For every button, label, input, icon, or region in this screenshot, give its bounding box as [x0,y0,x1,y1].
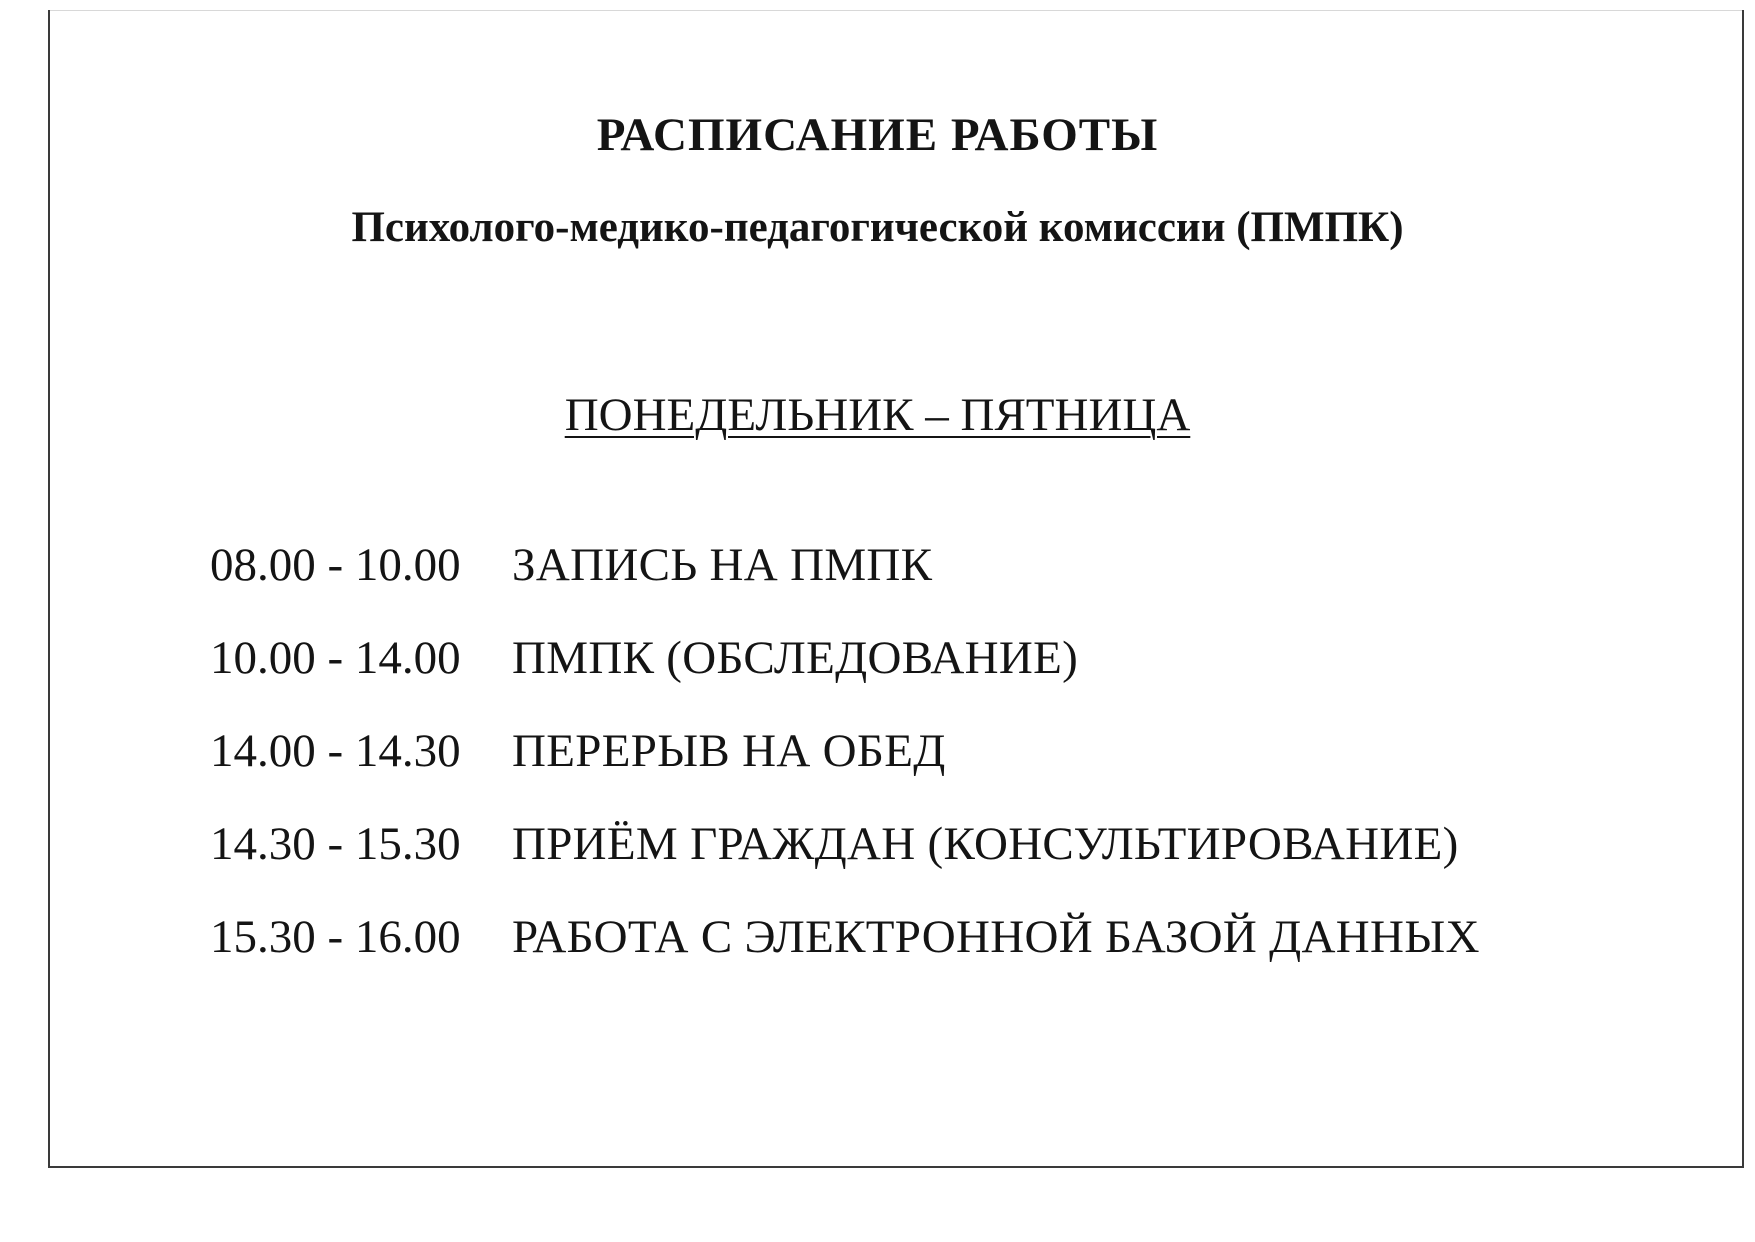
schedule-time: 08.00 - 10.00 [210,539,461,591]
schedule-activity: ПМПК (ОБСЛЕДОВАНИЕ) [512,632,1079,684]
schedule-activity: ПЕРЕРЫВ НА ОБЕД [512,725,946,777]
schedule-list [210,538,1710,1003]
schedule-time: 14.30 - 15.30 [210,818,461,870]
schedule-activity: ЗАПИСЬ НА ПМПК [512,539,933,591]
schedule-row [210,910,1710,1003]
page-subtitle: Психолого-медико-педагогической комиссии (ПМПК) [351,204,1404,251]
schedule-row [210,817,1710,910]
schedule-time: 10.00 - 14.00 [210,632,461,684]
schedule-activity: ПРИЁМ ГРАЖДАН (КОНСУЛЬТИРОВАНИЕ) [512,818,1459,870]
days-heading: ПОНЕДЕЛЬНИК – ПЯТНИЦА [564,389,1191,441]
schedule-time: 14.00 - 14.30 [210,725,461,777]
schedule-row [210,631,1710,724]
schedule-time: 15.30 - 16.00 [210,911,461,963]
schedule-row [210,538,1710,631]
schedule-row [210,724,1710,817]
schedule-activity: РАБОТА С ЭЛЕКТРОННОЙ БАЗОЙ ДАННЫХ [512,911,1480,963]
page-title: РАСПИСАНИЕ РАБОТЫ [596,109,1159,161]
